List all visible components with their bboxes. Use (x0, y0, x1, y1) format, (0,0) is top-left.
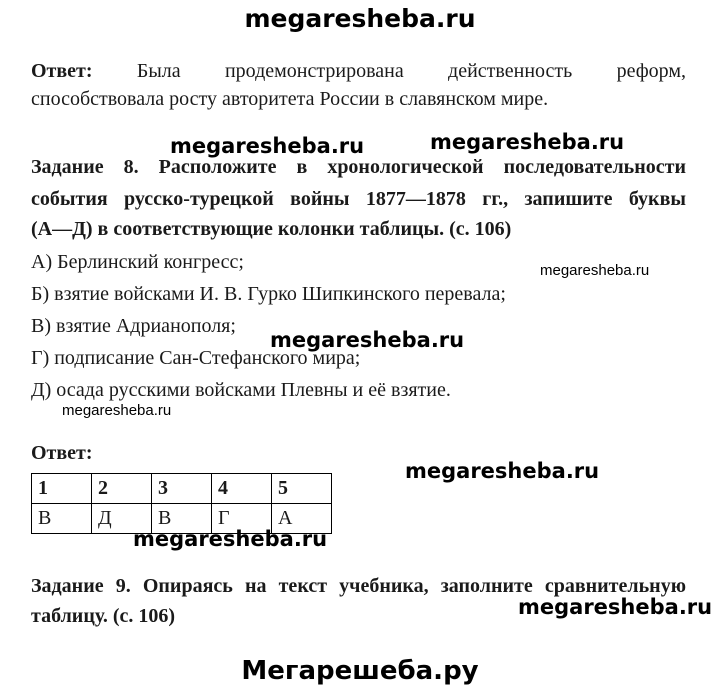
watermark-right-of-table: megaresheba.ru (405, 459, 600, 483)
task-8-line-1: Задание 8. Расположите в хронологической последовательности (31, 156, 686, 178)
watermark-small-2: megaresheba.ru (62, 402, 172, 419)
task-8-option-c: В) взятие Адрианополя; (31, 315, 236, 337)
watermark-below-table: megaresheba.ru (133, 527, 328, 551)
task-8-line-3: (А—Д) в соответствующие колонки таблицы. (с. 106) (31, 218, 512, 240)
answer-table-value-2: Д (92, 504, 152, 534)
answer-table-header-5: 5 (272, 474, 332, 504)
answer-2-label: Ответ: (31, 442, 93, 464)
answer-table-header-3: 3 (152, 474, 212, 504)
task-8-option-d: Г) подписание Сан-Стефанского мира; (31, 347, 361, 369)
watermark-top: megaresheba.ru (244, 4, 476, 33)
watermark-small-1: megaresheba.ru (540, 262, 650, 279)
answer-table-value-5: А (272, 504, 332, 534)
answer-table-header-row (32, 474, 332, 504)
answer-table (31, 473, 332, 534)
answer-table-header-1: 1 (32, 474, 92, 504)
task-8-option-e: Д) осада русскими войсками Плевны и её взятие. (31, 379, 451, 401)
answer-table-value-4: Г (212, 504, 272, 534)
task-8-option-a: А) Берлинский конгресс; (31, 251, 244, 273)
watermark-mid-right: megaresheba.ru (430, 130, 625, 154)
task-9-line-2: таблицу. (с. 106) (31, 605, 176, 627)
watermark-bottom: Мегарешеба.ру (241, 656, 479, 686)
answer-1-label: Ответ: (31, 60, 93, 82)
task-9-line-1: Задание 9. Опираясь на текст учебника, заполните сравнительную (31, 575, 686, 597)
answer-table-header-2: 2 (92, 474, 152, 504)
answer-table-header-4: 4 (212, 474, 272, 504)
task-8-option-b: Б) взятие войсками И. В. Гурко Шипкинского перевала; (31, 283, 506, 305)
watermark-lower-right: megaresheba.ru (518, 595, 713, 619)
answer-1-line-2: способствовала росту авторитета России в славянском мире. (31, 88, 549, 110)
answer-1-text: Была продемонстрирована действенность реформ, (136, 60, 687, 82)
task-8-line-2: события русско-турецкой войны 1877—1878 гг., запишите буквы (31, 188, 686, 210)
watermark-center: megaresheba.ru (270, 328, 465, 352)
answer-table-value-3: В (152, 504, 212, 534)
answer-1-line-1 (31, 56, 686, 86)
answer-table-value-1: В (32, 504, 92, 534)
watermark-mid-left: megaresheba.ru (170, 134, 365, 158)
